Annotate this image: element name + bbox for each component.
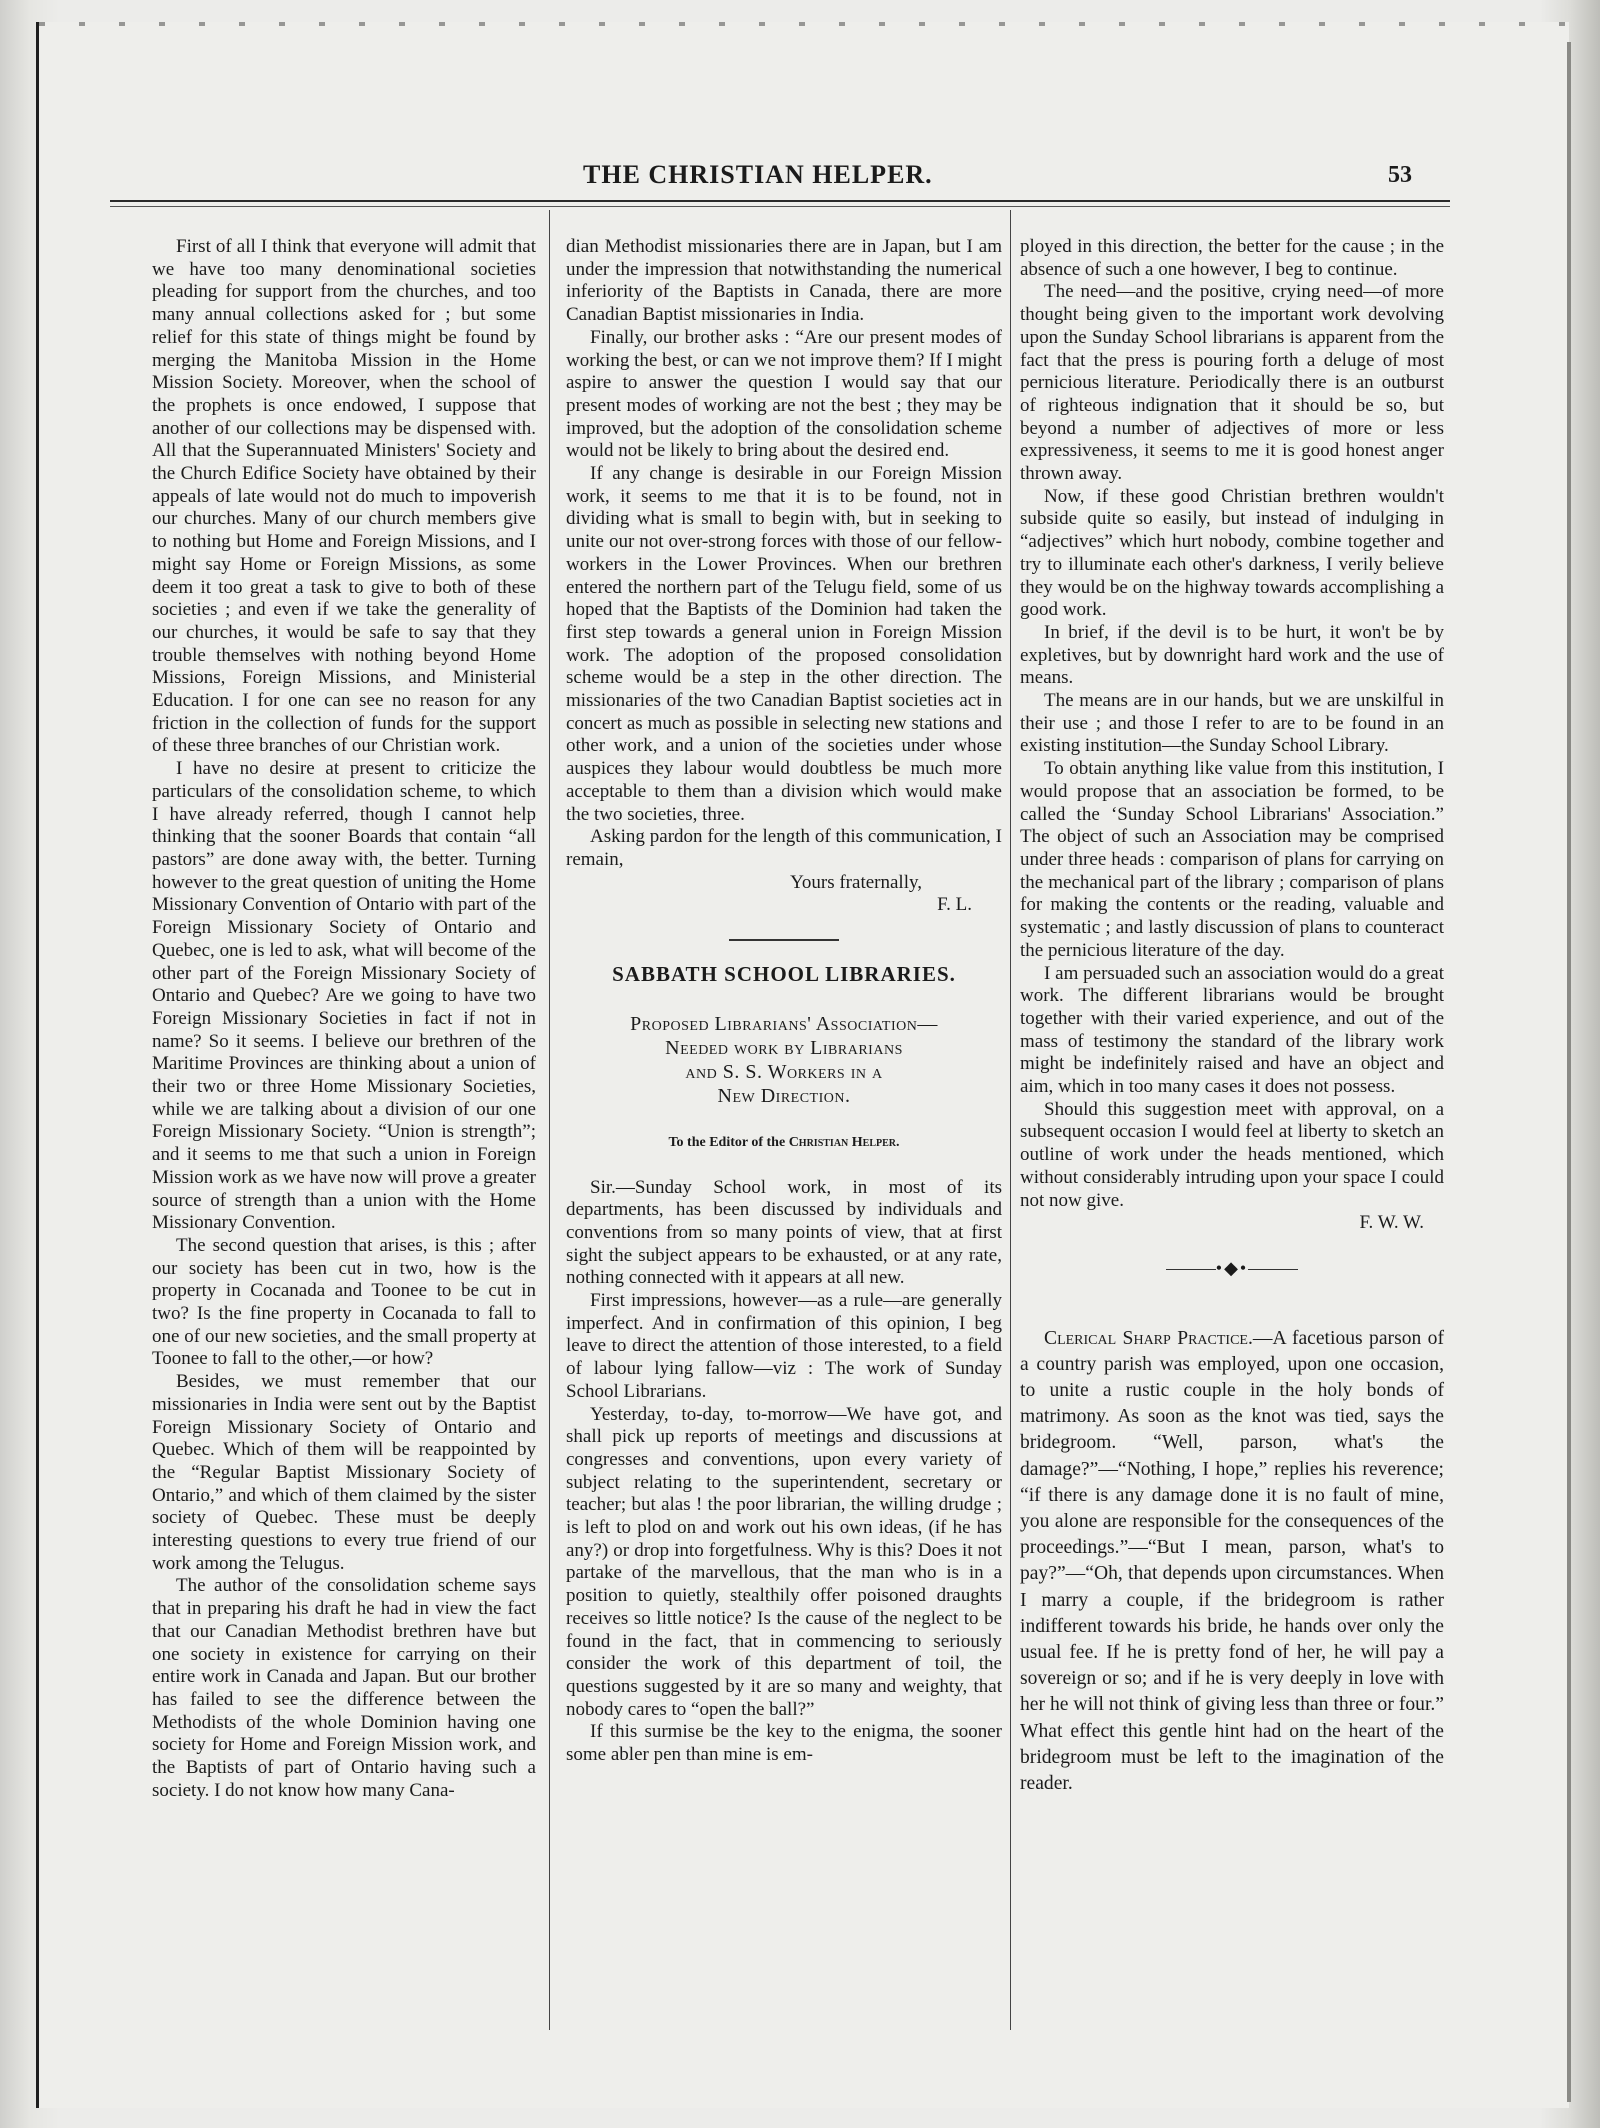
paragraph: Should this suggestion meet with approval, on a subsequent occasion I would feel at liberty to sketch an outline of work under the heads mentioned, which without considerably intruding upon your space I could not now give. xyxy=(1020,1098,1444,1211)
clerical-lead: Clerical Sharp Practice. xyxy=(1044,1327,1253,1349)
paragraph: Asking pardon for the length of this communication, I remain, xyxy=(566,826,1002,870)
subhead-line: Proposed Librarians' Association— xyxy=(630,1012,938,1035)
paragraph: ployed in this direction, the better for the cause ; in the absence of such a one however, I beg to continue. xyxy=(1020,236,1444,280)
paragraph: I am persuaded such an association would do a great work. The different librarians would be brought together with their varied experience, and out of the mass of testimony the standard of the library work might be indefinitely raised and have an object and aim, which in too many cases it does not possess. xyxy=(1020,962,1444,1098)
section-separator xyxy=(729,939,839,941)
column-divider-2 xyxy=(1010,210,1011,2030)
letter-signature: F. L. xyxy=(937,894,972,916)
subhead-line: Needed work by Librarians xyxy=(665,1036,903,1059)
ornament-divider: •◆• xyxy=(1020,1257,1444,1280)
paragraph: The means are in our hands, but we are unskilful in their use ; and those I refer to are to be found in an existing institution—the Sunday School Library. xyxy=(1020,690,1444,757)
header-rule-thin xyxy=(110,206,1450,207)
paragraph: If this surmise be the key to the enigma, the sooner some abler pen than mine is em- xyxy=(566,1721,1002,1766)
clerical-paragraph xyxy=(1020,1326,1444,1798)
publication-name: Christian Helper. xyxy=(788,1134,900,1150)
ornament-line xyxy=(1166,1269,1216,1270)
ornament-line xyxy=(1248,1269,1298,1270)
paragraph: First of all I think that everyone will admit that we have too many denominational societies pleading for support from the churches, and too many annual collections asked for ; but some relief for this state of things might be found by merging the Manitoba Mission in the Home Mission Society. Moreover, when the school of the prophets is once endowed, I suppose that another of our collections may be dispensed with. All that the Superannuated Ministers' Society and the Church Edifice Society have obtained by their appeals of late would not do much to impoverish our churches. Many of our church members give to nothing but Home and Foreign Missions, and I might say Home or Foreign Missions, as some deem it too great a task to give to both of these societies ; and even if we take the generality of our churches, it would be safe to say that they trouble themselves with nothing beyond Home Missions, Foreign Missions, and Ministerial Education. I for one can see no reason for any friction in the collection of funds for the support of these three branches of our Christian work. xyxy=(152,236,536,757)
paragraph: Finally, our brother asks : “Are our present modes of working the best, or can we not improve them? If I might aspire to answer the question I would say that our present modes of working are not the best ; they may be improved, but the adoption of the consolidation scheme would not be likely to bring about the desired end. xyxy=(566,326,1002,462)
page-header xyxy=(0,160,1530,200)
header-rule xyxy=(110,200,1450,202)
column-3 xyxy=(1020,236,1444,1797)
letter-closing: Yours fraternally, xyxy=(790,871,922,893)
subhead-line: New Direction. xyxy=(717,1084,851,1107)
column-2 xyxy=(566,236,1002,1767)
column-1 xyxy=(152,236,536,1803)
top-edge-mark xyxy=(39,22,1569,26)
editor-prefix: To the Editor of the xyxy=(668,1134,789,1150)
paragraph: dian Methodist missionaries there are in Japan, but I am under the impression that notwithstanding the numerical inferiority of the Baptists in Canada, there are more Canadian Baptist missionaries in India. xyxy=(566,236,1002,326)
clerical-body: —A facetious parson of a country parish was employed, upon one occasion, to unite a rustic couple in the holy bonds of matrimony. As soon as the knot was tied, says the bridegroom. “Well, parson, what's the damage?”—“Nothing, I hope,” replies his reverence; “if there is any damage done it is no fault of mine, you alone are responsible for the consequences of the proceedings.”—“But I mean, parson, what's to pay?”—“Oh, that depends upon circumstances. When I marry a couple, if the bridegroom is rather indifferent towards his bride, he hands over only the usual fee. If he is pretty fond of her, he will pay a sovereign or so; and if he is very deeply in love with her he will not think of giving less than three or four.” What effect this gentle hint had on the heart of the bridegroom must be left to the imagination of the reader. xyxy=(1020,1327,1445,1795)
section-title: SABBATH SCHOOL LIBRARIES. xyxy=(612,962,956,987)
paragraph: The author of the consolidation scheme says that in preparing his draft he had in view the fact that our Canadian Methodist brethren have but one society in existence for carrying on their entire work in Canada and Japan. But our brother has failed to see the difference between the Methodists of the whole Dominion having one society for Home and Foreign Mission work, and the Baptists of part of Ontario having such a society. I do not know how many Cana- xyxy=(152,1575,536,1801)
paragraph: The need—and the positive, crying need—of more thought being given to the important work devolving upon the Sunday School librarians is apparent from the fact that the press is pouring forth a deluge of most pernicious literature. Periodically there is an outburst of righteous indignation that it should be so, but beyond a number of adjectives of more or less expressiveness, it seems to me it is good honest anger thrown away. xyxy=(1020,281,1444,485)
paragraph: First impressions, however—as a rule—are generally imperfect. And in confirmation of this opinion, I beg leave to direct the attention of those interested, to a field of labour lying fallow—viz : The work of Sunday School Librarians. xyxy=(566,1290,1002,1402)
column-divider-1 xyxy=(549,210,550,2030)
paragraph: Besides, we must remember that our missionaries in India were sent out by the Baptist Foreign Missionary Society of Ontario and Quebec. Which of them will be reappointed by the “Regular Baptist Missionary Society of Ontario,” and which of them claimed by the sister society of Quebec. These must be deeply interesting questions to every true friend of our work among the Telugus. xyxy=(152,1371,536,1574)
subhead-line: and S. S. Workers in a xyxy=(685,1060,883,1083)
paragraph: Now, if these good Christian brethren wouldn't subside quite so easily, but instead of indulging in “adjectives” which hurt nobody, combine together and try to illuminate each other's darkness, I verily believe they would be on the highway towards accomplishing a good work. xyxy=(1020,485,1444,621)
paragraph: Yesterday, to-day, to-morrow—We have got, and shall pick up reports of meetings and discussions at congresses and conventions, upon every variety of subject relating to the superintendent, secretary or teacher; but alas ! the poor librarian, the willing drudge ; is left to plod on and work out his own ideas, (if he has any?) or drop into forgetfulness. Why is this? Does it not partake of the marvellous, that the man who is in a position to quietly, stealthily offer poisoned draughts receives so little notice? Is the cause of the neglect to be found in the fact, that in commencing to seriously consider the work of this department of toil, the questions suggested by it are so many and weighty, that nobody cares to “open the ball?” xyxy=(566,1403,1002,1720)
paragraph: In brief, if the devil is to be hurt, it won't be by expletives, but by downright hard work and the use of means. xyxy=(1020,621,1444,689)
paragraph: I have no desire at present to criticize the particulars of the consolidation scheme, to which I have already referred, though I cannot help thinking that the sooner Boards that contain “all pastors” are done away with, the better. Turning however to the great question of uniting the Home Missionary Convention of Ontario with part of the Foreign Missionary Society of Ontario and Quebec, one is led to ask, what will become of the other part of the Foreign Missionary Society of Ontario and Quebec? Are we going to have two Foreign Missionary Societies in fact if not in name? So it seems. I believe our brethren of the Maritime Provinces are thinking about a union of their two or three Home Missionary Societies, while we are talking about a division of our one Foreign Missionary Society. “Union is strength”; and it seems to me that such a union in Foreign Mission work as we have now will prove a greater source of strength than a union with the Home Missionary Convention. xyxy=(152,758,536,1234)
paragraph: Sir.—Sunday School work, in most of its departments, has been discussed by individuals and conventions from so many points of view, that at first sight the subject appears to be exhausted, or at any rate, nothing connected with it appears at all new. xyxy=(566,1176,1002,1289)
paragraph: The second question that arises, is this ; after our society has been cut in two, how is the property in Cocanada and Toonee to be cut in two? Is the fine property in Cocanada to fall to one of our new societies, and the small property at Toonee to fall to the other,—or how? xyxy=(152,1234,536,1370)
letter-signature: F. W. W. xyxy=(1359,1212,1424,1234)
page-edge xyxy=(1567,42,1571,2102)
running-title: THE CHRISTIAN HELPER. xyxy=(583,160,933,189)
editor-address xyxy=(566,1132,1002,1155)
section-subhead xyxy=(566,1012,1002,1108)
page-number: 53 xyxy=(1388,162,1412,188)
paragraph: If any change is desirable in our Foreign Mission work, it seems to me that it is to be found, not in dividing what is small to begin with, but in seeking to unite our not over-strong forces with those of our fellow-workers in the Lower Provinces. When our brethren entered the northern part of the Telugu field, some of us hoped that the Baptists of the Dominion had taken the first step towards a general union in Foreign Mission work. The adoption of the proposed consolidation scheme would be a step in the other direction. The missionaries of the two Canadian Baptist societies act in concert as much as possible in selecting new stations and other work, and a union of the societies under whose auspices they labour would doubtless be much more acceptable to them than a division which would make the two societies, three. xyxy=(566,463,1002,825)
paragraph: To obtain anything like value from this institution, I would propose that an association be formed, to be called the ‘Sunday School Librarians' Association.” The object of such an Association may be comprised under three heads : comparison of plans for carrying on the mechanical part of the library ; comparison of plans for making the contents or the reading, valuable and systematic ; and lastly discussion of plans to counteract the pernicious literature of the day. xyxy=(1020,758,1444,961)
